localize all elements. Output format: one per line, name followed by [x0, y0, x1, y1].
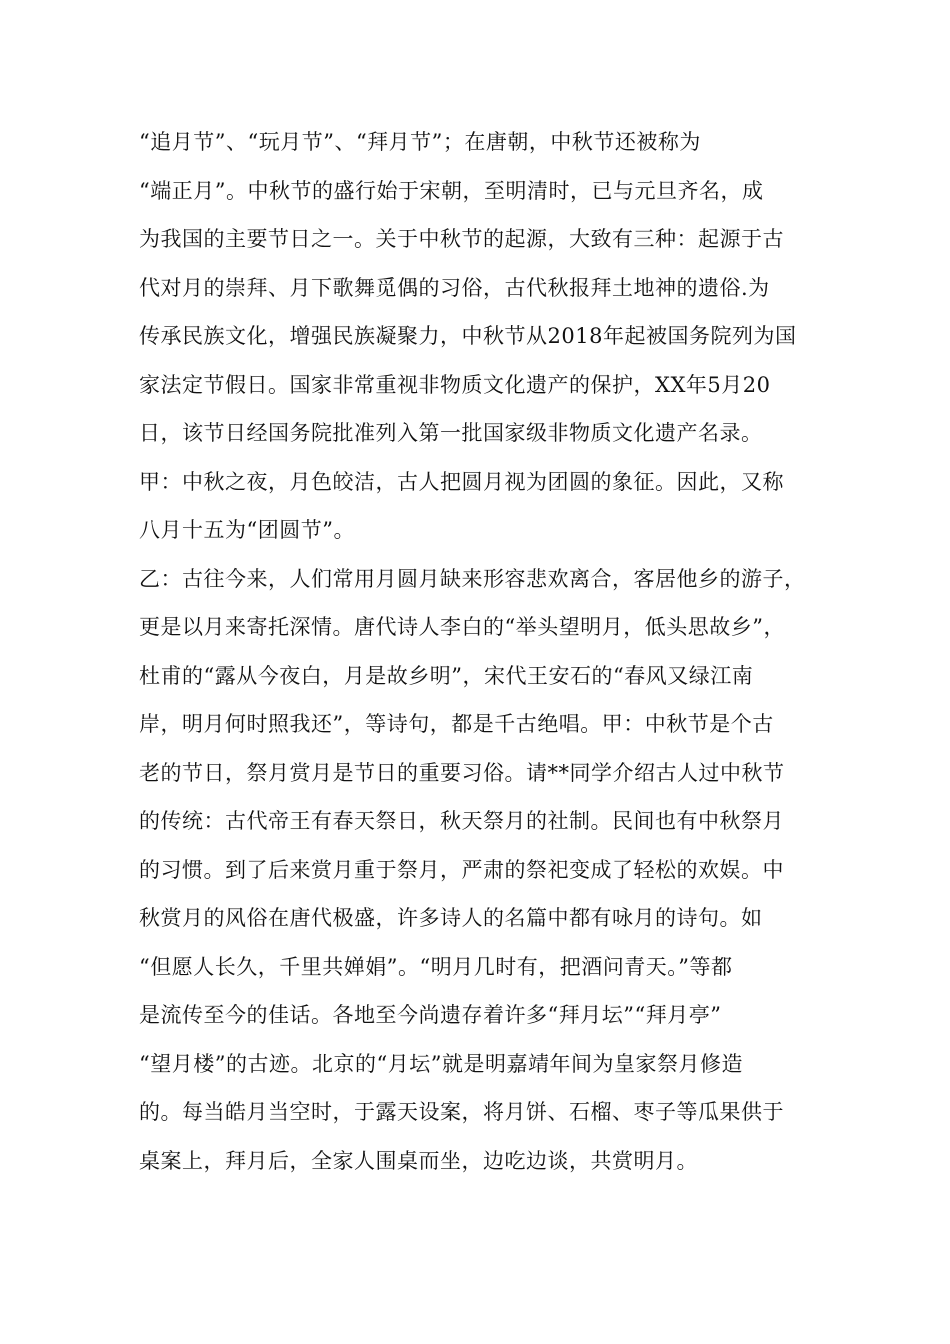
text-line: 桌案上，拜月后，全家人围桌而坐，边吃边谈，共赏明月。 [139, 1148, 698, 1173]
body-text [139, 118, 829, 1185]
text-line: 传承民族文化，增强民族凝聚力，中秋节从2018年起被国务院列为国 [139, 324, 797, 348]
text-line: 的传统：古代帝王有春天祭日，秋天祭月的社制。民间也有中秋祭月 [139, 809, 784, 833]
text-line: 代对月的崇拜、月下歌舞觅偶的习俗，古代秋报拜土地神的遗俗.为 [139, 275, 770, 300]
text-line: 杜甫的“露从今夜白，月是故乡明”，宋代王安石的“春风又绿江南 [139, 663, 754, 688]
text-line: 更是以月来寄托深情。唐代诗人李白的“举头望明月，低头思故乡”， [139, 615, 785, 639]
text-line: “望月楼”的古迹。北京的“月坛”就是明嘉靖年间为皇家祭月修造 [139, 1051, 743, 1076]
text-line: 八月十五为“团圆节”。 [139, 518, 355, 542]
text-line: 日，该节日经国务院批准列入第一批国家级非物质文化遗产名录。 [139, 421, 763, 445]
text-line: 秋赏月的风俗在唐代极盛，许多诗人的名篇中都有咏月的诗句。如 [139, 906, 763, 930]
text-line: 的习惯。到了后来赏月重于祭月，严肃的祭祀变成了轻松的欢娱。中 [139, 857, 784, 882]
text-line: 甲：中秋之夜，月色皎洁，古人把圆月视为团圆的象征。因此，又称 [139, 469, 784, 494]
text-line: 为我国的主要节日之一。关于中秋节的起源，大致有三种：起源于古 [139, 227, 784, 251]
text-line: 老的节日，祭月赏月是节日的重要习俗。请**同学介绍古人过中秋节 [139, 760, 785, 785]
text-line: 是流传至今的佳话。各地至今尚遗存着许多“拜月坛”“拜月亭” [139, 1003, 722, 1027]
text-line: “但愿人长久，千里共婵娟”。“明月几时有，把酒问青天。”等都 [139, 954, 733, 979]
text-line: 家法定节假日。国家非常重视非物质文化遗产的保护，XX年5月20 [139, 372, 771, 397]
text-line: 乙：古往今来，人们常用月圆月缺来形容悲欢离合，客居他乡的游子， [139, 566, 806, 591]
text-line: “追月节”、“玩月节”、“拜月节”；在唐朝，中秋节还被称为 [139, 130, 701, 154]
text-line: 岸，明月何时照我还”，等诗句，都是千古绝唱。甲：中秋节是个古 [139, 712, 774, 736]
text-line: 的。每当皓月当空时，于露天设案，将月饼、石榴、枣子等瓜果供于 [139, 1100, 784, 1124]
text-line: “端正月”。中秋节的盛行始于宋朝，至明清时，已与元旦齐名，成 [139, 178, 764, 203]
